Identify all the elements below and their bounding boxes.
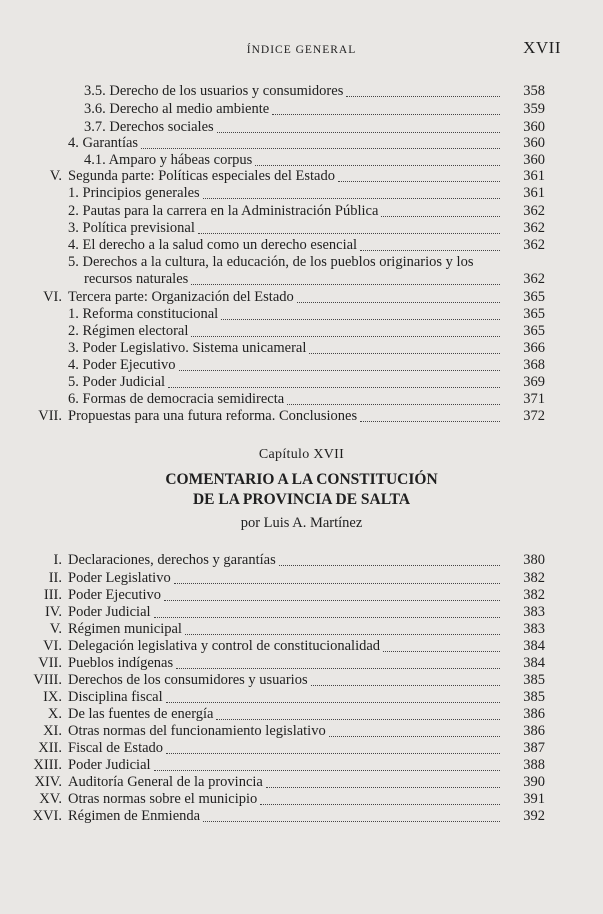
toc-entry-page: 366	[523, 340, 545, 356]
toc-entry-title: 2. Pautas para la carrera en la Administración Pública	[68, 203, 379, 219]
toc-entry	[0, 270, 603, 288]
toc-entry-number: VII.	[38, 408, 62, 424]
toc-entry-page: 361	[523, 185, 545, 201]
toc-entry-page: 385	[523, 689, 545, 705]
toc-entry-page: 388	[523, 757, 545, 773]
toc-entry-number: V.	[49, 168, 62, 184]
toc-entry-page: 380	[523, 552, 545, 568]
toc-dot-leader	[255, 164, 500, 166]
toc-dot-leader	[191, 335, 500, 337]
toc-entry-page: 360	[523, 135, 545, 151]
toc-entry-page: 385	[523, 672, 545, 688]
toc-entry-number: I.	[53, 552, 62, 568]
toc-entry-number: III.	[43, 587, 62, 603]
toc-entry	[0, 722, 603, 740]
toc-dot-leader	[311, 684, 500, 686]
toc-entry	[0, 373, 603, 391]
toc-entry	[0, 134, 603, 152]
toc-entry-title: 4. Garantías	[68, 135, 139, 151]
toc-dot-leader	[141, 147, 500, 149]
toc-dot-leader	[198, 232, 500, 234]
toc-entry-title: Disciplina fiscal	[68, 689, 163, 705]
toc-dot-leader	[166, 752, 500, 754]
toc-dot-leader	[381, 215, 500, 217]
toc-entry	[0, 773, 603, 791]
toc-entry-title: 1. Principios generales	[68, 185, 200, 201]
toc-entry-title: 4.1. Amparo y hábeas corpus	[84, 152, 253, 168]
toc-entry-page: 362	[523, 271, 545, 287]
toc-entry-number: V.	[49, 621, 62, 637]
toc-entry-number: IV.	[44, 604, 62, 620]
toc-entry-number: II.	[48, 570, 62, 586]
toc-entry	[0, 288, 603, 306]
toc-dot-leader	[260, 803, 500, 805]
toc-entry	[0, 253, 603, 271]
toc-entry	[0, 569, 603, 587]
toc-dot-leader	[360, 249, 500, 251]
toc-entry-title: Derechos de los consumidores y usuarios	[68, 672, 308, 688]
toc-entry-page: 368	[523, 357, 545, 373]
toc-entry	[0, 339, 603, 357]
toc-entry-number: VI.	[43, 289, 62, 305]
toc-dot-leader	[203, 197, 500, 199]
toc-dot-leader	[279, 564, 500, 566]
toc-entry-title: 4. Poder Ejecutivo	[68, 357, 176, 373]
toc-dot-leader	[216, 718, 500, 720]
toc-entry	[0, 551, 603, 569]
toc-entry-page: 387	[523, 740, 545, 756]
chapter-title-line-1: COMENTARIO A LA CONSTITUCIÓN	[165, 471, 438, 488]
toc-entry-title: Declaraciones, derechos y garantías	[68, 552, 276, 568]
toc-entry	[0, 671, 603, 689]
toc-entry-page: 383	[523, 604, 545, 620]
toc-entry-title: 5. Poder Judicial	[68, 374, 166, 390]
toc-entry-page: 365	[523, 323, 545, 339]
toc-entry-number: X.	[47, 706, 62, 722]
toc-entry-title: 3. Poder Legislativo. Sistema unicameral	[68, 340, 307, 356]
toc-entry	[0, 756, 603, 774]
toc-entry-title: De las fuentes de energía	[68, 706, 214, 722]
toc-entry-title: Auditoría General de la provincia	[68, 774, 263, 790]
chapter-label: Capítulo XVII	[258, 447, 345, 462]
toc-entry-title: Poder Legislativo	[68, 570, 171, 586]
toc-entry-title: recursos naturales	[84, 271, 189, 287]
toc-entry-title: 3.5. Derecho de los usuarios y consumidores	[84, 83, 344, 99]
toc-entry	[0, 390, 603, 408]
chapter-title-line-2: DE LA PROVINCIA DE SALTA	[192, 491, 411, 508]
toc-entry	[0, 236, 603, 254]
toc-entry-page: 372	[523, 408, 545, 424]
toc-entry-page: 382	[523, 587, 545, 603]
toc-entry-title: Poder Judicial	[68, 604, 151, 620]
toc-dot-leader	[164, 599, 500, 601]
toc-entry-title: 4. El derecho a la salud como un derecho esencial	[68, 237, 358, 253]
toc-entry	[0, 688, 603, 706]
toc-entry	[0, 202, 603, 220]
toc-entry-title: 2. Régimen electoral	[68, 323, 189, 339]
toc-entry-title: Tercera parte: Organización del Estado	[68, 289, 294, 305]
toc-dot-leader	[221, 318, 500, 320]
toc-dot-leader	[266, 786, 500, 788]
toc-entry-title: Régimen municipal	[68, 621, 182, 637]
toc-entry-title: Régimen de Enmienda	[68, 808, 201, 824]
toc-entry-number: VIII.	[33, 672, 62, 688]
toc-dot-leader	[176, 667, 500, 669]
toc-entry	[0, 100, 603, 118]
toc-entry	[0, 705, 603, 723]
toc-dot-leader	[168, 386, 500, 388]
toc-entry-page: 362	[523, 237, 545, 253]
toc-entry-page: 386	[523, 723, 545, 739]
chapter-author: por Luis A. Martínez	[240, 515, 363, 531]
toc-entry-page: 384	[523, 638, 545, 654]
toc-entry-page: 391	[523, 791, 545, 807]
toc-dot-leader	[191, 283, 500, 285]
toc-entry-title: 6. Formas de democracia semidirecta	[68, 391, 285, 407]
toc-dot-leader	[203, 820, 500, 822]
toc-entry-title: 3.7. Derechos sociales	[84, 119, 214, 135]
toc-entry	[0, 654, 603, 672]
toc-entry-page: 369	[523, 374, 545, 390]
toc-entry-page: 360	[523, 119, 545, 135]
toc-entry	[0, 322, 603, 340]
toc-entry-number: XIII.	[33, 757, 62, 773]
toc-dot-leader	[154, 769, 500, 771]
toc-entry-page: 383	[523, 621, 545, 637]
toc-dot-leader	[360, 420, 500, 422]
toc-entry	[0, 82, 603, 100]
toc-entry-title: Poder Judicial	[68, 757, 151, 773]
toc-entry-title: Segunda parte: Políticas especiales del Estado	[68, 168, 335, 184]
toc-entry-page: 358	[523, 83, 545, 99]
toc-entry	[0, 603, 603, 621]
toc-entry	[0, 739, 603, 757]
toc-entry-number: XIV.	[34, 774, 62, 790]
toc-entry-page: 359	[523, 101, 545, 117]
toc-dot-leader	[297, 301, 500, 303]
toc-entry	[0, 184, 603, 202]
toc-entry-page: 390	[523, 774, 545, 790]
toc-entry-title: 3. Política previsional	[68, 220, 195, 236]
toc-dot-leader	[309, 352, 500, 354]
toc-entry-page: 371	[523, 391, 545, 407]
toc-dot-leader	[154, 616, 500, 618]
toc-entry-number: IX.	[43, 689, 62, 705]
toc-entry-page: 361	[523, 168, 545, 184]
toc-entry	[0, 790, 603, 808]
toc-entry-title: Propuestas para una futura reforma. Conclusiones	[68, 408, 358, 424]
toc-entry-title: Poder Ejecutivo	[68, 587, 162, 603]
toc-entry-title: Fiscal de Estado	[68, 740, 164, 756]
toc-entry	[0, 167, 603, 185]
toc-entry-title: Delegación legislativa y control de constitucionalidad	[68, 638, 381, 654]
toc-dot-leader	[329, 735, 500, 737]
toc-entry-page: 384	[523, 655, 545, 671]
toc-entry-number: XII.	[38, 740, 62, 756]
toc-entry-page: 365	[523, 289, 545, 305]
toc-entry	[0, 620, 603, 638]
toc-entry-number: VII.	[38, 655, 62, 671]
page-number: XVII	[523, 38, 561, 57]
toc-entry-page: 365	[523, 306, 545, 322]
toc-entry	[0, 586, 603, 604]
toc-entry-title: 5. Derechos a la cultura, la educación, de los pueblos originarios y los	[68, 254, 474, 270]
toc-entry-title: 1. Reforma constitucional	[68, 306, 219, 322]
toc-entry	[0, 407, 603, 425]
toc-entry-page: 360	[523, 152, 545, 168]
toc-entry-title: 3.6. Derecho al medio ambiente	[84, 101, 270, 117]
toc-dot-leader	[346, 95, 500, 97]
toc-dot-leader	[272, 113, 500, 115]
toc-dot-leader	[383, 650, 500, 652]
running-header: ÍNDICE GENERAL	[246, 44, 357, 56]
toc-entry	[0, 356, 603, 374]
toc-entry-number: VI.	[43, 638, 62, 654]
toc-entry-number: XI.	[43, 723, 62, 739]
toc-entry-number: XV.	[39, 791, 62, 807]
toc-dot-leader	[185, 633, 500, 635]
toc-dot-leader	[166, 701, 500, 703]
toc-entry-page: 362	[523, 220, 545, 236]
toc-dot-leader	[338, 180, 500, 182]
toc-entry	[0, 637, 603, 655]
toc-dot-leader	[217, 131, 500, 133]
toc-entry-title: Otras normas del funcionamiento legislativo	[68, 723, 326, 739]
toc-entry-page: 382	[523, 570, 545, 586]
toc-dot-leader	[287, 403, 500, 405]
toc-dot-leader	[174, 582, 500, 584]
toc-entry-number: XVI.	[32, 808, 62, 824]
toc-entry-page: 392	[523, 808, 545, 824]
toc-entry	[0, 219, 603, 237]
toc-entry-page: 386	[523, 706, 545, 722]
toc-entry	[0, 305, 603, 323]
toc-entry-page: 362	[523, 203, 545, 219]
toc-dot-leader	[179, 369, 500, 371]
toc-entry	[0, 807, 603, 825]
toc-entry-title: Pueblos indígenas	[68, 655, 174, 671]
toc-entry-title: Otras normas sobre el municipio	[68, 791, 258, 807]
